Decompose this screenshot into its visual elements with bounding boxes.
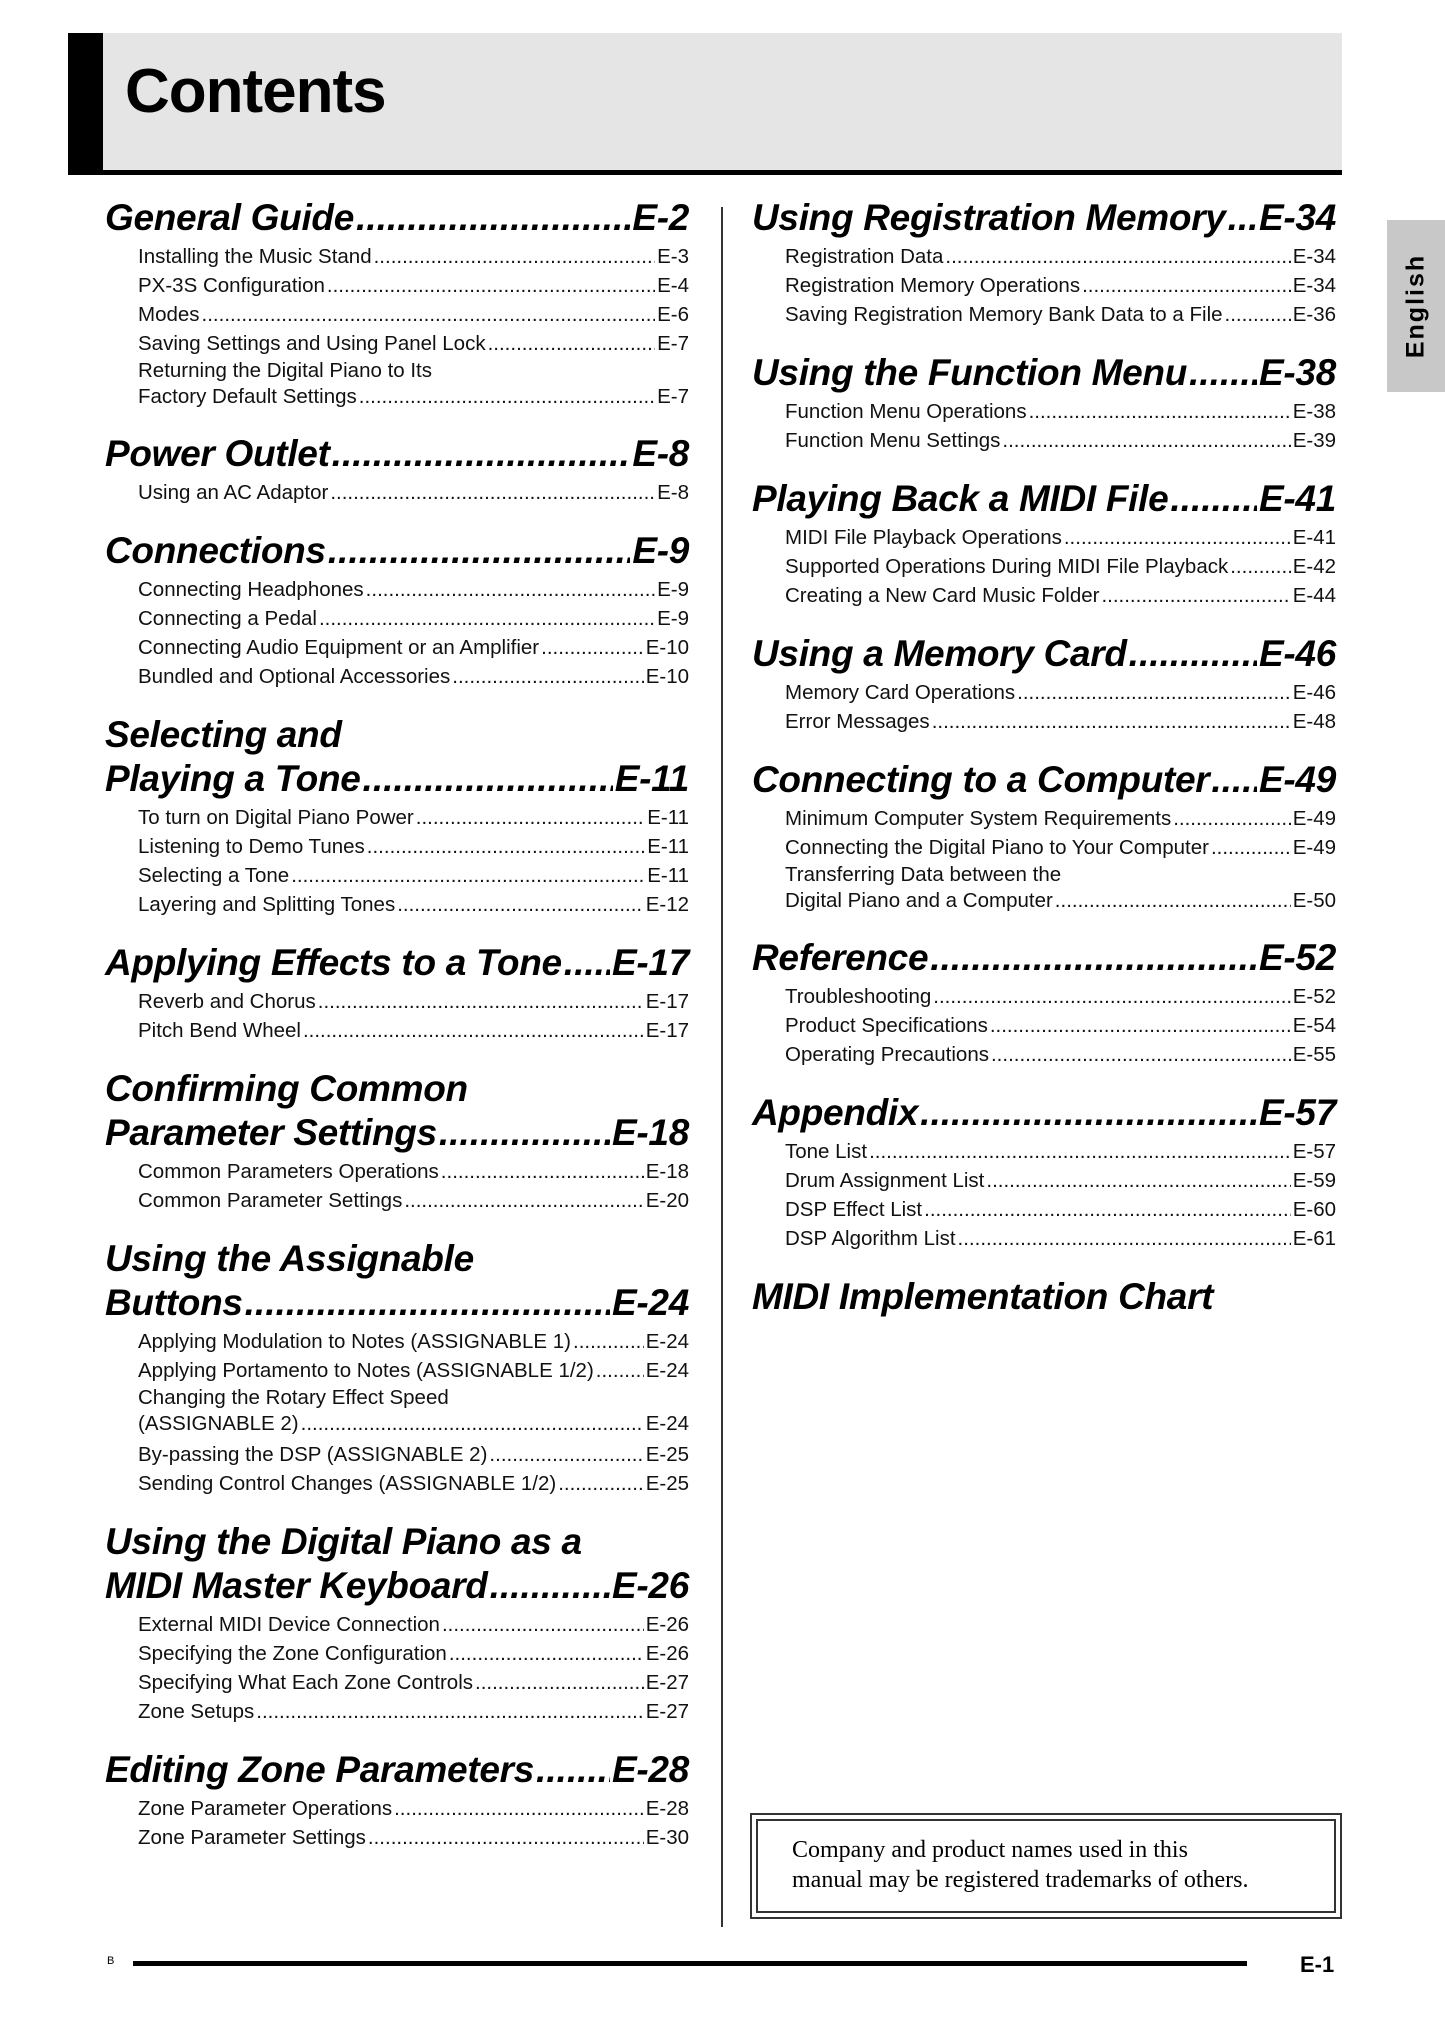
toc-section-title-line1[interactable]: Using the Assignable: [105, 1238, 474, 1279]
toc-entry[interactable]: Applying Modulation to Notes (ASSIGNABLE 1) ..... E-24: [138, 1327, 689, 1356]
trademark-notice-line2: manual may be registered trademarks of others.: [792, 1867, 1249, 1893]
toc-entry[interactable]: Using an AC Adaptor ..... E-8: [138, 478, 689, 507]
toc-section-title[interactable]: Using Registration Memory ..... E-34: [752, 196, 1336, 240]
trademark-notice-box: [750, 1813, 1342, 1919]
toc-entry[interactable]: Connecting Audio Equipment or an Amplifier ..... E-10: [138, 633, 689, 662]
toc-entry[interactable]: Zone Parameter Settings ..... E-30: [138, 1823, 689, 1852]
toc-section-title-line1[interactable]: Confirming Common: [105, 1068, 468, 1109]
toc-entry[interactable]: Listening to Demo Tunes ..... E-11: [138, 832, 689, 861]
toc-entry[interactable]: Registration Data ..... E-34: [785, 242, 1336, 271]
toc-entry[interactable]: Specifying the Zone Configuration ..... E-26: [138, 1639, 689, 1668]
page-number: E-1: [1300, 1952, 1335, 1977]
toc-entry[interactable]: Zone Setups ..... E-27: [138, 1697, 689, 1726]
language-tab: [1387, 220, 1445, 392]
header-accent-bar: [68, 33, 103, 170]
toc-entry[interactable]: Function Menu Operations ..... E-38: [785, 397, 1336, 426]
toc-section-title[interactable]: Connecting to a Computer ..... E-49: [752, 758, 1336, 802]
toc-entry[interactable]: Error Messages ..... E-48: [785, 707, 1336, 736]
toc-entry[interactable]: Applying Portamento to Notes (ASSIGNABLE 1/2) ..... E-24: [138, 1356, 689, 1385]
toc-entry[interactable]: Selecting a Tone ..... E-11: [138, 861, 689, 890]
toc-section: [105, 941, 689, 1045]
footer-code: B: [107, 1955, 115, 1967]
toc-entry[interactable]: DSP Algorithm List ..... E-61: [785, 1224, 1336, 1253]
toc-entry[interactable]: To turn on Digital Piano Power ..... E-11: [138, 803, 689, 832]
toc-entry[interactable]: Modes ..... E-6: [138, 300, 689, 329]
toc-entry[interactable]: Supported Operations During MIDI File Playback ..... E-42: [785, 552, 1336, 581]
toc-section-title[interactable]: Parameter Settings ..... E-18: [105, 1111, 689, 1155]
toc-entry[interactable]: Zone Parameter Operations ..... E-28: [138, 1794, 689, 1823]
toc-section: [105, 1067, 689, 1215]
toc-entry[interactable]: Changing the Rotary Effect Speed (ASSIGNABLE 2) ..... E-24: [138, 1385, 689, 1437]
toc-section: [752, 196, 1336, 329]
toc-section-title[interactable]: MIDI Master Keyboard ..... E-26: [105, 1564, 689, 1608]
toc-section-title-line1[interactable]: Using the Digital Piano as a: [105, 1521, 582, 1562]
toc-entry[interactable]: By-passing the DSP (ASSIGNABLE 2) ..... E-25: [138, 1440, 689, 1469]
toc-entry[interactable]: Memory Card Operations ..... E-46: [785, 678, 1336, 707]
toc-entry[interactable]: Tone List ..... E-57: [785, 1137, 1336, 1166]
toc-section-title[interactable]: Reference ..... E-52: [752, 936, 1336, 980]
toc-section: [105, 1520, 689, 1726]
toc-entry[interactable]: Saving Registration Memory Bank Data to a File ..... E-36: [785, 300, 1336, 329]
toc-section: [105, 713, 689, 919]
toc-section-title[interactable]: General Guide ..... E-2: [105, 196, 689, 240]
toc-entry[interactable]: Layering and Splitting Tones ..... E-12: [138, 890, 689, 919]
toc-section: [752, 1275, 1336, 1319]
toc-section: [752, 477, 1336, 610]
toc-section-title[interactable]: Appendix ..... E-57: [752, 1091, 1336, 1135]
toc-section-title[interactable]: Buttons ..... E-24: [105, 1281, 689, 1325]
toc-entry[interactable]: Transferring Data between the Digital Piano and a Computer ..... E-50: [785, 862, 1336, 914]
toc-section: [752, 936, 1336, 1069]
toc-section: [105, 1748, 689, 1852]
toc-section-title[interactable]: Power Outlet ..... E-8: [105, 432, 689, 476]
toc-entry[interactable]: Troubleshooting ..... E-52: [785, 982, 1336, 1011]
toc-entry[interactable]: Drum Assignment List ..... E-59: [785, 1166, 1336, 1195]
toc-section: [752, 351, 1336, 455]
toc-section-title[interactable]: Using a Memory Card ..... E-46: [752, 632, 1336, 676]
dot-leader: [356, 196, 630, 240]
toc-entry[interactable]: Operating Precautions ..... E-55: [785, 1040, 1336, 1069]
toc-section: [752, 1091, 1336, 1253]
footer-rule: [133, 1961, 1247, 1966]
trademark-notice-line1: Company and product names used in this: [792, 1837, 1188, 1863]
toc-section-title-line1[interactable]: Selecting and: [105, 714, 342, 755]
toc-entry[interactable]: Common Parameter Settings ..... E-20: [138, 1186, 689, 1215]
toc-entry[interactable]: Connecting Headphones ..... E-9: [138, 575, 689, 604]
toc-section: [105, 529, 689, 691]
toc-section: [752, 758, 1336, 914]
toc-entry[interactable]: MIDI File Playback Operations ..... E-41: [785, 523, 1336, 552]
toc-left-column: [105, 196, 689, 1874]
toc-entry[interactable]: Sending Control Changes (ASSIGNABLE 1/2) ..... E-25: [138, 1469, 689, 1498]
toc-section-title[interactable]: Applying Effects to a Tone ..... E-17: [105, 941, 689, 985]
toc-section-title[interactable]: Connections ..... E-9: [105, 529, 689, 573]
toc-entry[interactable]: Bundled and Optional Accessories ..... E-10: [138, 662, 689, 691]
toc-entry[interactable]: Minimum Computer System Requirements ..... E-49: [785, 804, 1336, 833]
toc-entry[interactable]: Function Menu Settings ..... E-39: [785, 426, 1336, 455]
toc-entry[interactable]: Creating a New Card Music Folder ..... E-44: [785, 581, 1336, 610]
toc-section-title[interactable]: Playing a Tone ..... E-11: [105, 757, 689, 801]
toc-entry[interactable]: Reverb and Chorus ..... E-17: [138, 987, 689, 1016]
toc-section-title[interactable]: Playing Back a MIDI File ..... E-41: [752, 477, 1336, 521]
toc-section: [105, 1237, 689, 1498]
toc-entry[interactable]: Saving Settings and Using Panel Lock ..... E-7: [138, 329, 689, 358]
toc-entry[interactable]: Common Parameters Operations ..... E-18: [138, 1157, 689, 1186]
toc-entry[interactable]: Installing the Music Stand ..... E-3: [138, 242, 689, 271]
toc-section-title[interactable]: MIDI Implementation Chart: [752, 1276, 1214, 1317]
toc-entry[interactable]: Connecting a Pedal ..... E-9: [138, 604, 689, 633]
toc-entry[interactable]: DSP Effect List ..... E-60: [785, 1195, 1336, 1224]
toc-entry[interactable]: Returning the Digital Piano to Its Factory Default Settings ..... E-7: [138, 358, 689, 410]
toc-entry[interactable]: PX-3S Configuration ..... E-4: [138, 271, 689, 300]
toc-right-column: [752, 196, 1336, 1341]
toc-section: [752, 632, 1336, 736]
column-divider: [721, 207, 723, 1927]
toc-entry[interactable]: Registration Memory Operations ..... E-34: [785, 271, 1336, 300]
toc-section-title[interactable]: Using the Function Menu ..... E-38: [752, 351, 1336, 395]
toc-section: [105, 432, 689, 507]
toc-entry[interactable]: External MIDI Device Connection ..... E-26: [138, 1610, 689, 1639]
toc-section: [105, 196, 689, 410]
toc-entry[interactable]: Specifying What Each Zone Controls ..... E-27: [138, 1668, 689, 1697]
page-title: Contents: [125, 57, 386, 126]
toc-entry[interactable]: Pitch Bend Wheel ..... E-17: [138, 1016, 689, 1045]
toc-entry[interactable]: Product Specifications ..... E-54: [785, 1011, 1336, 1040]
toc-entry[interactable]: Connecting the Digital Piano to Your Computer ..... E-49: [785, 833, 1336, 862]
toc-section-title[interactable]: Editing Zone Parameters ..... E-28: [105, 1748, 689, 1792]
language-tab-label: English: [1401, 253, 1430, 359]
contents-header: [68, 33, 1342, 175]
